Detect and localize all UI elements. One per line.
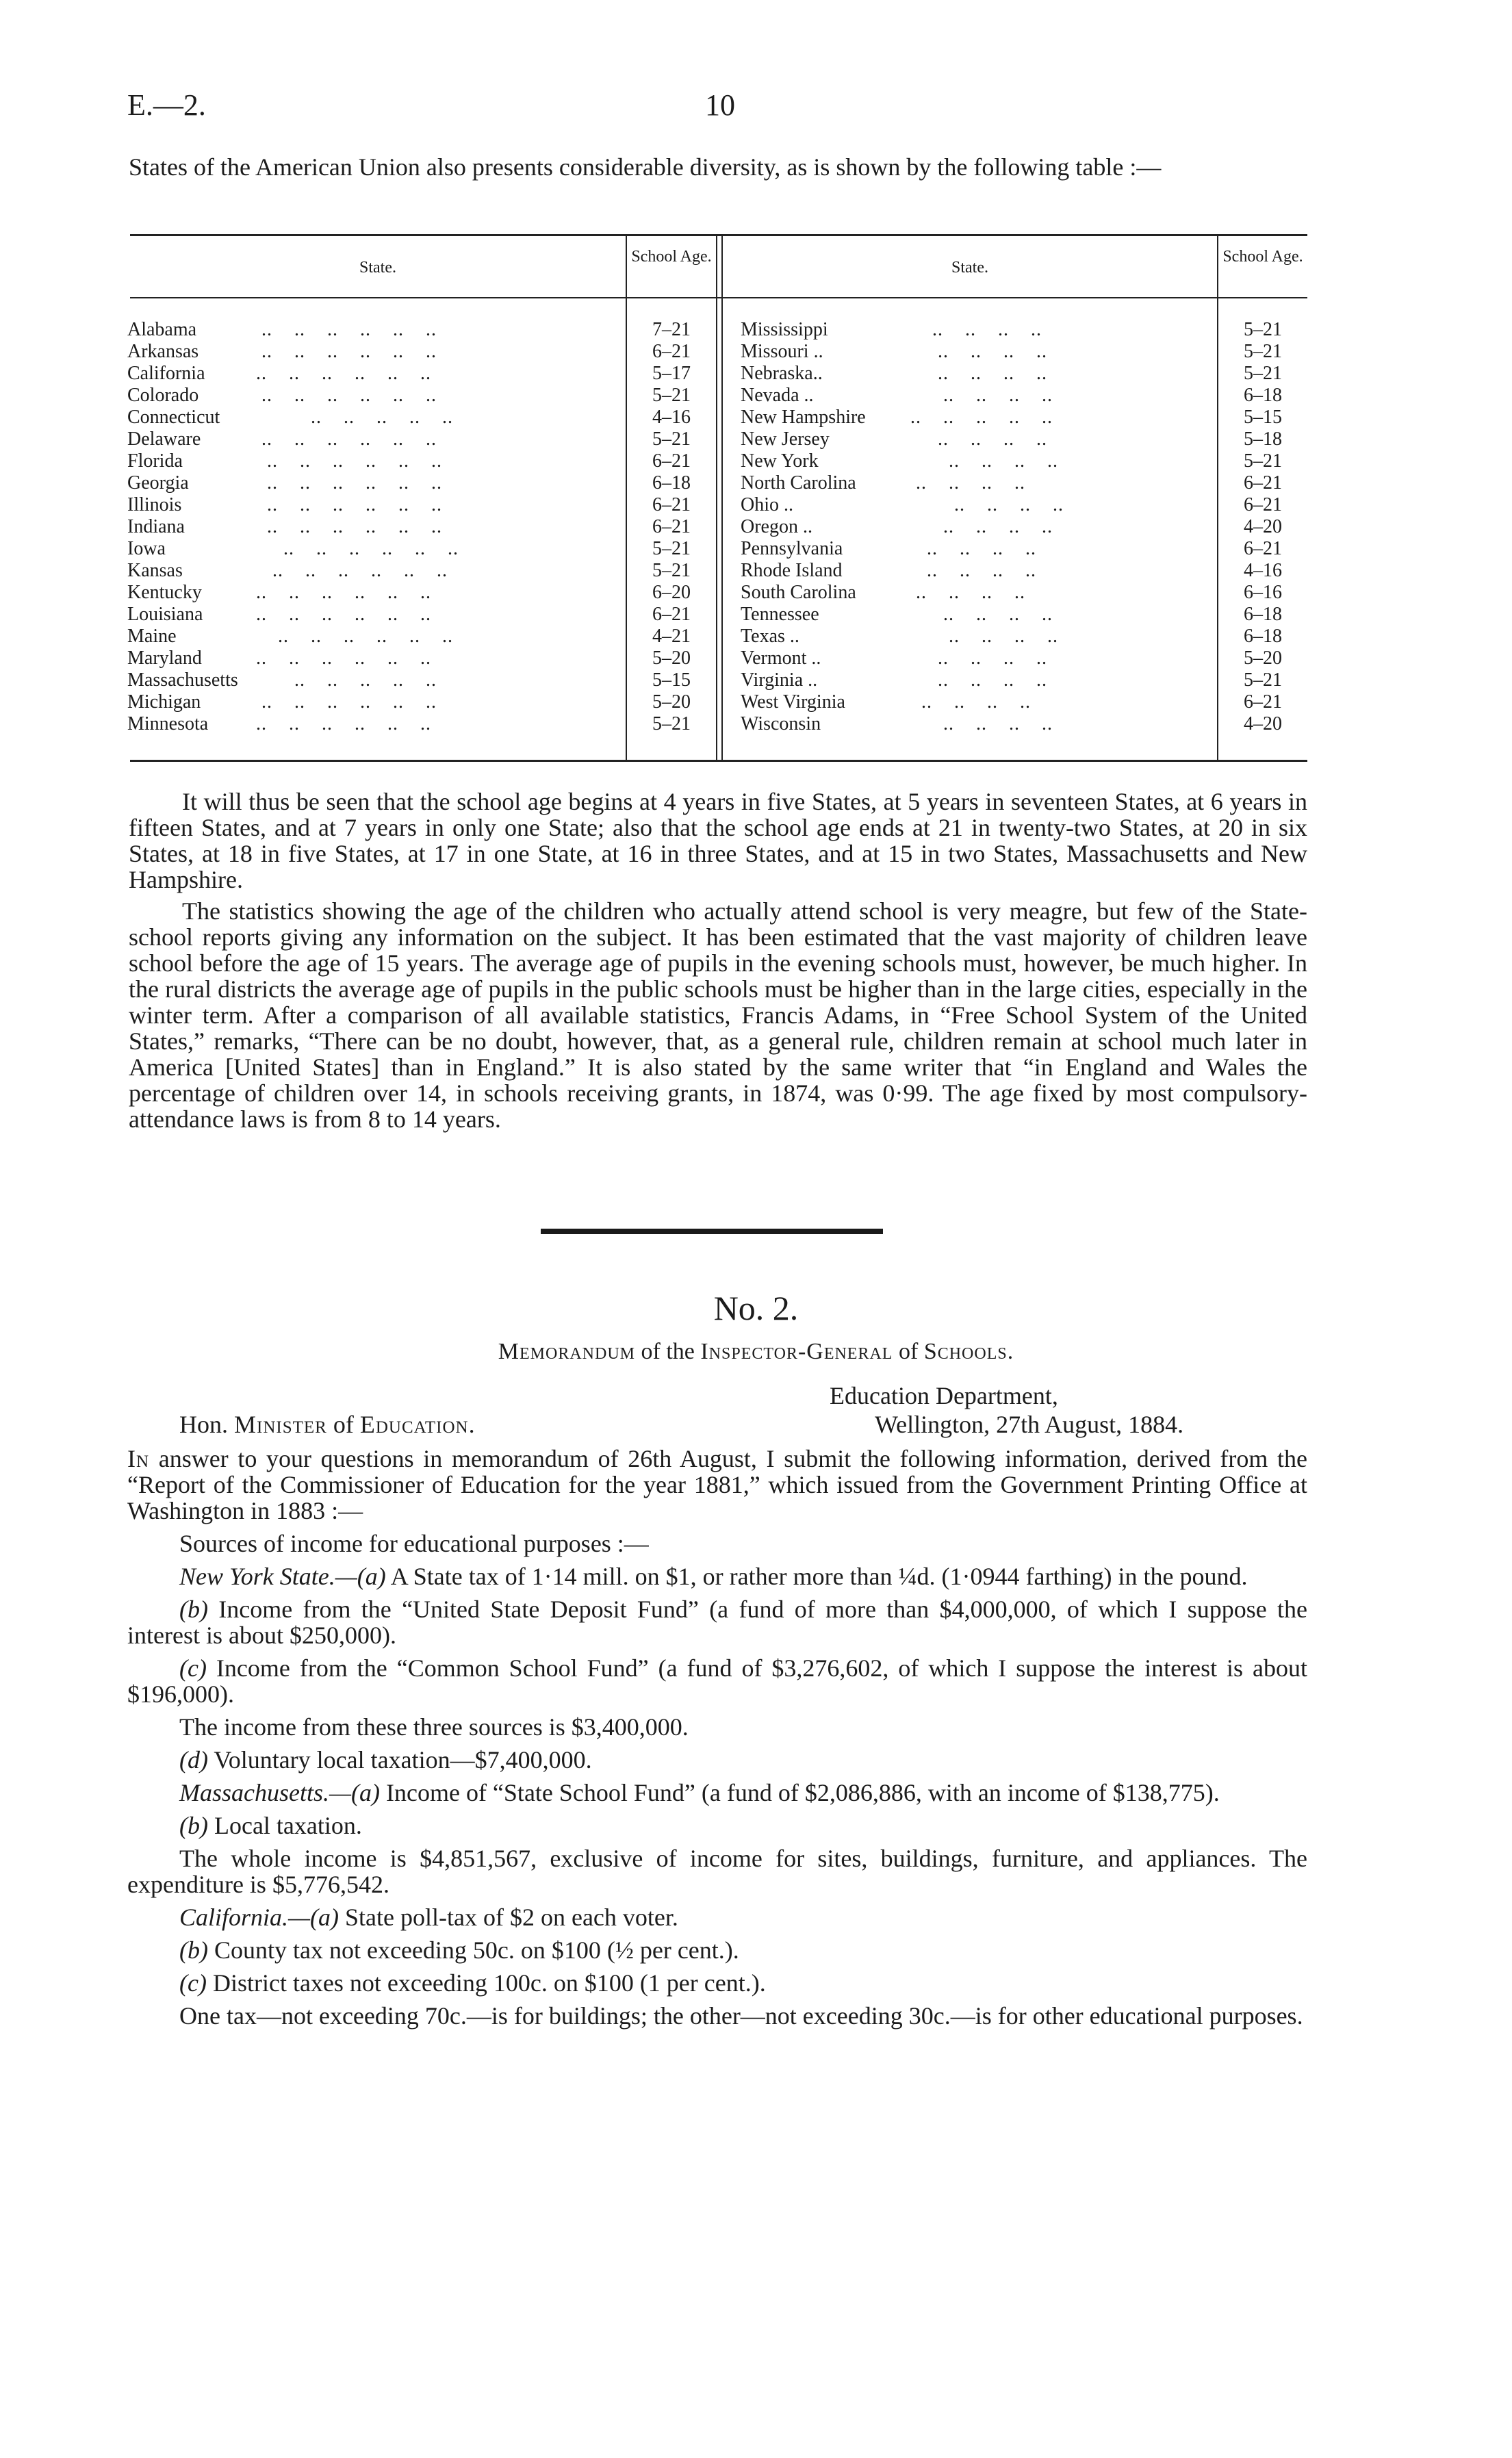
school-age: 6–21 <box>652 494 691 515</box>
leader-dots: .. .. .. .. .. <box>278 669 437 691</box>
addressee-word: Minister <box>234 1411 327 1438</box>
state-name: Pennsylvania <box>741 538 843 559</box>
state-name: West Virginia <box>741 691 845 713</box>
table-row <box>741 341 1216 363</box>
leader-dots: .. .. .. .. .. .. <box>251 341 437 362</box>
item-text: Local taxation. <box>207 1812 362 1839</box>
school-age: 4–20 <box>1244 713 1282 734</box>
leader-dots: .. .. .. .. .. .. <box>251 494 442 515</box>
memo-body <box>127 1446 1307 2036</box>
leader-dots: .. .. .. .. <box>905 713 1053 734</box>
leader-dots: .. .. .. .. <box>905 341 1047 362</box>
memo-line: The whole income is $4,851,567, exclusive of income for sites, buildings, furniture, and appliances. The expenditure is $5,776,542. <box>127 1845 1307 1898</box>
table-row <box>127 713 626 735</box>
table-row <box>741 560 1216 582</box>
school-age: 6–18 <box>1244 385 1282 406</box>
leader-dots: .. .. .. .. <box>905 385 1053 406</box>
memo-line <box>127 1596 1307 1648</box>
leader-dots: .. .. .. .. <box>905 494 1064 515</box>
addressee-word: Education. <box>359 1411 476 1438</box>
table-row <box>127 604 626 626</box>
leader-dots: .. .. .. .. .. .. <box>251 450 442 472</box>
school-age: 5–21 <box>1244 363 1282 384</box>
table-row <box>741 582 1216 604</box>
table-row <box>127 626 626 648</box>
state-name: Illinois <box>127 494 182 515</box>
school-age: 6–21 <box>652 341 691 362</box>
school-age: 6–21 <box>1244 691 1282 713</box>
state-name: South Carolina <box>741 582 856 603</box>
table-row <box>741 516 1216 538</box>
state-label: California. <box>179 1904 289 1931</box>
table-row <box>127 385 626 407</box>
table-row <box>741 538 1216 560</box>
state-name: Maryland <box>127 648 202 669</box>
memo-line <box>127 1813 1307 1839</box>
leader-dots: .. .. .. .. <box>905 604 1053 625</box>
memo-title-word: Memorandum <box>498 1339 635 1364</box>
leader-dots: .. .. .. .. .. .. <box>251 363 431 384</box>
table-row <box>127 450 626 472</box>
memo-title-word: Inspector-General <box>700 1339 893 1364</box>
item-text: County tax not exceeding 50c. on $100 (½ per cent.). <box>207 1936 739 1964</box>
leader-dots: .. .. .. .. .. <box>278 407 453 428</box>
table-header-age: School Age. <box>631 248 712 266</box>
school-age: 5–21 <box>652 385 691 406</box>
table-header-age: School Age. <box>1222 248 1303 266</box>
item-mark: (b) <box>179 1936 208 1964</box>
table-row <box>741 450 1216 472</box>
drop-word: In <box>127 1445 150 1472</box>
table-row <box>741 648 1216 669</box>
state-name: California <box>127 363 205 384</box>
state-name: Vermont .. <box>741 648 821 669</box>
state-name: Ohio .. <box>741 494 793 515</box>
memo-line: Sources of income for educational purposes :— <box>179 1530 649 1557</box>
school-age: 5–20 <box>1244 648 1282 669</box>
school-age: 5–17 <box>652 363 691 384</box>
memo-title-word: Schools. <box>923 1339 1014 1364</box>
school-age: 4–16 <box>652 407 691 428</box>
school-age: 6–21 <box>652 450 691 472</box>
table-bottom-rule <box>130 760 1307 762</box>
table-row <box>741 407 1216 428</box>
memo-line <box>127 1780 1307 1806</box>
item-text: Income from the “Common School Fund” (a fund of $3,276,602, of which I suppose the interest is about $196,000). <box>127 1654 1307 1708</box>
state-name: Minnesota <box>127 713 209 734</box>
school-age: 5–20 <box>652 691 691 713</box>
leader-dots: .. .. .. .. .. .. <box>251 319 437 340</box>
state-name: Wisconsin <box>741 713 821 734</box>
school-age: 4–20 <box>1244 516 1282 537</box>
state-name: Florida <box>127 450 183 472</box>
school-age: 5–21 <box>1244 450 1282 472</box>
item-text: Income from the “United State Deposit Fund” (a fund of more than $4,000,000, of which I suppose the interest is about $250,000). <box>127 1596 1307 1649</box>
sender-department: Education Department, <box>830 1382 1058 1409</box>
state-name: Oregon .. <box>741 516 812 537</box>
state-name: Texas .. <box>741 626 799 647</box>
state-name: Louisiana <box>127 604 203 625</box>
item-mark: (c) <box>179 1969 207 1997</box>
item-mark: (c) <box>179 1654 207 1682</box>
state-name: Indiana <box>127 516 185 537</box>
table-header-state: State. <box>951 259 988 277</box>
leader-dots: .. .. .. .. .. .. <box>251 691 437 713</box>
table-row <box>127 538 626 560</box>
place-date: Wellington, 27th August, 1884. <box>875 1411 1184 1438</box>
school-age: 6–21 <box>1244 472 1282 494</box>
school-age: 6–16 <box>1244 582 1282 603</box>
item-text: Voluntary local taxation—$7,400,000. <box>207 1746 592 1774</box>
school-age: 6–21 <box>652 516 691 537</box>
table-top-rule <box>130 234 1307 236</box>
leader-dots: .. .. .. .. .. .. <box>251 604 431 625</box>
state-name: Connecticut <box>127 407 220 428</box>
paragraph: It will thus be seen that the school age begins at 4 years in five States, at 5 years in seventeen States, at 6 years in fifteen States, and at 7 years in only one State; also that the school age ends at 21 in twenty-two States, at 20 in six States, at 18 in five States, at 17 in one State, at 16 in three States, and at 15 in two States, Massachusetts and New Hampshire. <box>129 788 1307 893</box>
section-divider <box>541 1229 883 1234</box>
item-mark: (d) <box>179 1746 208 1774</box>
memo-line <box>127 1904 1307 1930</box>
memo-title-word: of the <box>641 1339 695 1364</box>
item-mark: —(a) <box>329 1779 380 1806</box>
table-row <box>741 363 1216 385</box>
state-name: New Hampshire <box>741 407 866 428</box>
leader-dots: .. .. .. .. .. .. <box>251 428 437 450</box>
leader-dots: .. .. .. .. .. .. <box>251 560 448 581</box>
leader-dots: .. .. .. .. <box>905 691 1031 713</box>
state-name: Mississippi <box>741 319 828 340</box>
state-name: Virginia .. <box>741 669 818 691</box>
item-mark: —(a) <box>288 1904 339 1931</box>
body-text <box>129 789 1307 1134</box>
table-row <box>127 560 626 582</box>
school-age: 6–18 <box>1244 626 1282 647</box>
state-name: Missouri .. <box>741 341 823 362</box>
memo-line: One tax—not exceeding 70c.—is for buildings; the other—not exceeding 30c.—is for other educational purposes. <box>179 2002 1303 2030</box>
leader-dots: .. .. .. .. .. .. <box>251 472 442 494</box>
school-age: 4–16 <box>1244 560 1282 581</box>
table-row <box>741 713 1216 735</box>
school-age: 6–18 <box>1244 604 1282 625</box>
school-age: 5–21 <box>652 538 691 559</box>
leader-dots: .. .. .. .. .. .. <box>251 626 453 647</box>
leader-dots: .. .. .. .. <box>905 582 1025 603</box>
table-row <box>741 472 1216 494</box>
school-age: 5–20 <box>652 648 691 669</box>
table-row <box>741 669 1216 691</box>
table-row <box>127 341 626 363</box>
leader-dots: .. .. .. .. <box>905 450 1058 472</box>
leader-dots: .. .. .. .. .. <box>905 407 1053 428</box>
school-age: 5–15 <box>1244 407 1282 428</box>
table-row <box>127 648 626 669</box>
school-age: 6–21 <box>1244 538 1282 559</box>
school-age: 6–20 <box>652 582 691 603</box>
page-number: 10 <box>705 88 735 122</box>
school-age: 5–21 <box>1244 341 1282 362</box>
state-label: New York State. <box>179 1563 335 1590</box>
memo-line <box>127 1655 1307 1707</box>
leader-dots: .. .. .. .. <box>905 472 1025 494</box>
state-name: Arkansas <box>127 341 199 362</box>
state-label: Massachusetts. <box>179 1779 329 1806</box>
table-row <box>127 494 626 516</box>
leader-dots: .. .. .. .. <box>905 626 1058 647</box>
state-name: New York <box>741 450 819 472</box>
state-name: Kentucky <box>127 582 202 603</box>
item-mark: (b) <box>179 1812 208 1839</box>
table-row <box>127 669 626 691</box>
addressee-word: Hon. <box>179 1411 228 1438</box>
memo-line <box>127 1970 1307 1996</box>
school-age: 5–21 <box>1244 319 1282 340</box>
state-name: Kansas <box>127 560 183 581</box>
school-age: 6–21 <box>652 604 691 625</box>
leader-dots: .. .. .. .. <box>905 428 1047 450</box>
table-header-rule <box>130 297 1307 298</box>
table-row <box>741 604 1216 626</box>
memo-title-word: of <box>898 1339 919 1364</box>
item-text: A State tax of 1·14 mill. on $1, or rather more than ¼d. (1·0944 farthing) in the pound. <box>385 1563 1248 1590</box>
school-age: 5–15 <box>652 669 691 691</box>
addressee <box>179 1410 476 1439</box>
section-number: No. 2. <box>713 1289 799 1327</box>
state-name: Delaware <box>127 428 201 450</box>
table-row <box>741 319 1216 341</box>
school-age: 5–21 <box>1244 669 1282 691</box>
item-text: State poll-tax of $2 on each voter. <box>339 1904 678 1931</box>
leader-dots: .. .. .. .. .. .. <box>251 713 431 734</box>
item-mark: —(a) <box>335 1563 386 1590</box>
state-name: New Jersey <box>741 428 830 450</box>
state-name: North Carolina <box>741 472 856 494</box>
table-row <box>741 626 1216 648</box>
state-name: Nebraska.. <box>741 363 823 384</box>
memo-title <box>0 1339 1512 1365</box>
opening-text: answer to your questions in memorandum of 26th August, I submit the following information, derived from the “Report of the Commissioner of Education for the year 1881,” which issued from the Government Printing Office at Washington in 1883 :— <box>127 1445 1308 1524</box>
school-age: 5–21 <box>652 560 691 581</box>
leader-dots: .. .. .. .. .. .. <box>251 516 442 537</box>
document-code: E.—2. <box>127 88 206 122</box>
leader-dots: .. .. .. .. <box>905 669 1047 691</box>
table-row <box>741 691 1216 713</box>
memo-line <box>127 1563 1307 1589</box>
table-row <box>741 385 1216 407</box>
table-row <box>127 582 626 604</box>
school-age: 6–18 <box>652 472 691 494</box>
paragraph: The statistics showing the age of the children who actually attend school is very meagre, but few of the State-school reports giving any information on the subject. It has been estimated that the vast majority of children leave school before the age of 15 years. The average age of pupils in the evening schools must, however, be much higher. In the rural districts the average age of pupils in the public schools must be higher than in the large cities, especially in the winter term. After a comparison of all available statistics, Francis Adams, in “Free School System of the United States,” remarks, “There can be no doubt, however, that, as a general rule, children remain at school much later in America [United States] than in England.” It is also stated by the same writer that “in England and Wales the percentage of children over 14, in schools receiving grants, in 1874, was 0·99. The age fixed by most compulsory-attendance laws is from 8 to 14 years. <box>129 897 1307 1133</box>
state-name: Michigan <box>127 691 201 713</box>
state-name: Iowa <box>127 538 166 559</box>
state-name: Alabama <box>127 319 197 340</box>
memo-line: The income from these three sources is $3,400,000. <box>179 1713 689 1741</box>
state-name: Tennessee <box>741 604 819 625</box>
item-text: Income of “State School Fund” (a fund of $2,086,886, with an income of $138,775). <box>380 1779 1220 1806</box>
addressee-word: of <box>333 1411 354 1438</box>
school-age: 5–18 <box>1244 428 1282 450</box>
school-age: 5–21 <box>652 713 691 734</box>
table-row <box>127 363 626 385</box>
leader-dots: .. .. .. .. <box>905 363 1047 384</box>
leader-dots: .. .. .. .. <box>905 560 1036 581</box>
table-row <box>741 428 1216 450</box>
leader-dots: .. .. .. .. .. .. <box>251 385 437 406</box>
state-name: Colorado <box>127 385 199 406</box>
leader-dots: .. .. .. .. .. .. <box>251 538 459 559</box>
table-row <box>127 407 626 428</box>
school-age: 5–21 <box>652 428 691 450</box>
school-age: 4–21 <box>652 626 691 647</box>
table-col-divider <box>716 234 717 761</box>
state-name: Nevada .. <box>741 385 814 406</box>
table-header-state: State. <box>359 259 396 277</box>
leader-dots: .. .. .. .. <box>905 538 1036 559</box>
table-row <box>127 319 626 341</box>
leader-dots: .. .. .. .. .. .. <box>251 582 431 603</box>
state-name: Rhode Island <box>741 560 843 581</box>
leader-dots: .. .. .. .. .. .. <box>251 648 431 669</box>
memo-line <box>127 1937 1307 1963</box>
memo-opening <box>127 1446 1307 1524</box>
state-name: Maine <box>127 626 177 647</box>
state-name: Georgia <box>127 472 189 494</box>
table-row <box>127 516 626 538</box>
item-mark: (b) <box>179 1596 208 1623</box>
intro-paragraph: States of the American Union also presents considerable diversity, as is shown by the following table :— <box>129 153 1162 181</box>
school-age: 6–21 <box>1244 494 1282 515</box>
leader-dots: .. .. .. .. <box>905 319 1042 340</box>
table-row <box>741 494 1216 516</box>
school-age: 7–21 <box>652 319 691 340</box>
table-row <box>127 428 626 450</box>
table-row <box>127 472 626 494</box>
state-name: Massachusetts <box>127 669 238 691</box>
leader-dots: .. .. .. .. <box>905 516 1053 537</box>
leader-dots: .. .. .. .. <box>905 648 1047 669</box>
table-row <box>127 691 626 713</box>
memo-line <box>127 1747 1307 1773</box>
table-col-divider <box>721 234 723 761</box>
item-text: District taxes not exceeding 100c. on $100 (1 per cent.). <box>206 1969 766 1997</box>
